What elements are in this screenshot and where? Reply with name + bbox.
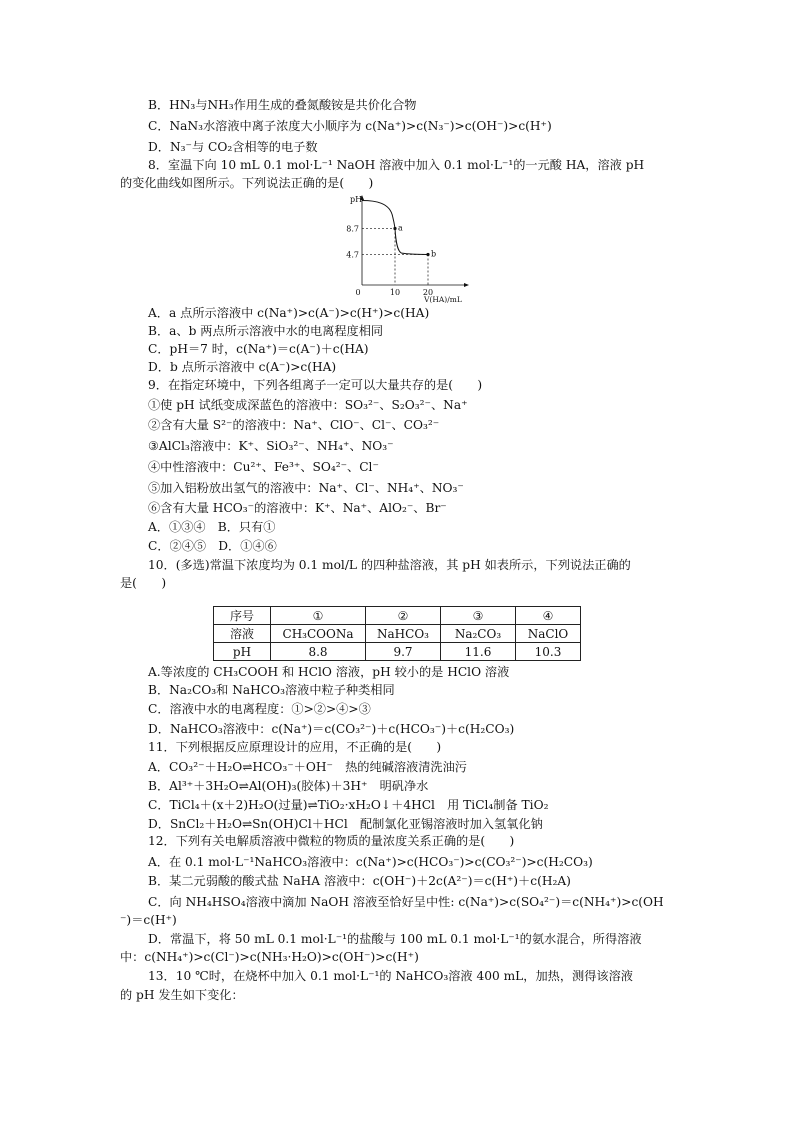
q9-item-1: ①使 pH 试纸变成深蓝色的溶液中：SO₃²⁻、S₂O₃²⁻、Na⁺ <box>148 398 468 412</box>
q8-option-b: B．a、b 两点所示溶液中水的电离程度相同 <box>148 324 384 338</box>
table-row <box>214 643 581 661</box>
table-cell: NaHCO₃ <box>366 625 441 643</box>
q11-option-d: D．SnCl₂＋H₂O⇌Sn(OH)Cl＋HCl 配制氯化亚锡溶液时加入氢氧化钠 <box>148 817 543 831</box>
q12-option-c-line2: ⁻)＝c(H⁺) <box>120 913 177 927</box>
ph-titration-chart <box>340 190 480 305</box>
q8-option-d: D．b 点所示溶液中 c(A⁻)>c(HA) <box>148 360 337 374</box>
q8-option-c: C．pH＝7 时，c(Na⁺)＝c(A⁻)＋c(HA) <box>148 342 369 356</box>
q7-option-d: D．N₃⁻与 CO₂含相等的电子数 <box>148 140 318 154</box>
table-cell: CH₃COONa <box>271 625 366 643</box>
q10-option-d: D．NaHCO₃溶液中：c(Na⁺)＝c(CO₃²⁻)＋c(HCO₃⁻)＋c(H₂CO₃) <box>148 722 515 736</box>
q9-options-cd: C．②④⑤ D．①④⑥ <box>148 539 277 553</box>
q10-option-a: A.等浓度的 CH₃COOH 和 HClO 溶液，pH 较小的是 HClO 溶液 <box>148 665 510 679</box>
table-cell: 10.3 <box>516 643 581 661</box>
table-cell: 8.8 <box>271 643 366 661</box>
table-cell: pH <box>214 643 271 661</box>
x-tick-20: 20 <box>422 288 434 297</box>
table-cell: NaClO <box>516 625 581 643</box>
x-tick-10: 10 <box>389 288 401 297</box>
table-cell: ② <box>366 607 441 625</box>
q12-option-a: A．在 0.1 mol·L⁻¹NaHCO₃溶液中：c(Na⁺)>c(HCO₃⁻)>c(CO₃²⁻)>c(H₂CO₃) <box>148 855 593 869</box>
q13-stem-line1: 13．10 ℃时，在烧杯中加入 0.1 mol·L⁻¹的 NaHCO₃溶液 400 mL，加热，测得该溶液 <box>148 969 633 983</box>
q10-stem-line1: 10．(多选)常温下浓度均为 0.1 mol/L 的四种盐溶液，其 pH 如表所示，下列说法正确的 <box>148 558 631 572</box>
table-cell: Na₂CO₃ <box>441 625 516 643</box>
q11-option-c: C．TiCl₄＋(x＋2)H₂O(过量)⇌TiO₂·xH₂O↓＋4HCl 用 TiCl₄制备 TiO₂ <box>148 798 549 812</box>
q11-option-b: B．Al³⁺＋3H₂O⇌Al(OH)₃(胶体)＋3H⁺ 明矾净水 <box>148 779 429 793</box>
table-cell: ④ <box>516 607 581 625</box>
point-a <box>393 227 396 230</box>
table-cell: 11.6 <box>441 643 516 661</box>
q10-option-b: B．Na₂CO₃和 NaHCO₃溶液中粒子种类相同 <box>148 683 395 697</box>
q12-option-d-line1: D．常温下，将 50 mL 0.1 mol·L⁻¹的盐酸与 100 mL 0.1 mol·L⁻¹的氨水混合，所得溶液 <box>148 932 642 946</box>
point-b <box>426 253 429 256</box>
y-tick-4-7: 4.7 <box>346 250 359 260</box>
table-row <box>214 625 581 643</box>
q10-option-c: C．溶液中水的电离程度：①>②>④>③ <box>148 702 371 716</box>
x-tick-0: 0 <box>355 288 361 297</box>
table-cell: 9.7 <box>366 643 441 661</box>
q9-options-ab: A．①③④ B．只有① <box>148 520 276 534</box>
q7-option-c: C．NaN₃水溶液中离子浓度大小顺序为 c(Na⁺)>c(N₃⁻)>c(OH⁻)>c(H⁺) <box>148 119 552 133</box>
q11-stem: 11．下列根据反应原理设计的应用，不正确的是( ) <box>148 740 442 754</box>
q7-option-b: B．HN₃与NH₃作用生成的叠氮酸铵是共价化合物 <box>148 98 417 112</box>
point-b-label: b <box>431 249 437 259</box>
table-cell: 溶液 <box>214 625 271 643</box>
y-axis-label: pH <box>350 195 363 204</box>
point-a-label: a <box>398 223 403 233</box>
q11-option-a: A．CO₃²⁻＋H₂O⇌HCO₃⁻＋OH⁻ 热的纯碱溶液清洗油污 <box>148 760 467 774</box>
q12-option-c-line1: C．向 NH₄HSO₄溶液中滴加 NaOH 溶液至恰好呈中性: c(Na⁺)>c(SO₄²⁻)＝c(NH₄⁺)>c(OH <box>148 895 664 909</box>
q9-item-4: ④中性溶液中：Cu²⁺、Fe³⁺、SO₄²⁻、Cl⁻ <box>148 460 379 474</box>
table-row <box>214 607 581 625</box>
q8-stem-line2: 的变化曲线如图所示。下列说法正确的是( ) <box>120 176 374 190</box>
table-cell: 序号 <box>214 607 271 625</box>
x-axis-arrow <box>464 283 469 287</box>
q8-stem-line1: 8．室温下向 10 mL 0.1 mol·L⁻¹ NaOH 溶液中加入 0.1 mol·L⁻¹的一元酸 HA，溶液 pH <box>148 158 645 172</box>
q10-stem-line2: 是( ) <box>120 576 167 590</box>
q12-option-d-line2: 中：c(NH₄⁺)>c(Cl⁻)>c(NH₃·H₂O)>c(OH⁻)>c(H⁺) <box>120 950 419 964</box>
y-tick-8-7: 8.7 <box>346 224 359 234</box>
table-cell: ③ <box>441 607 516 625</box>
q8-option-a: A．a 点所示溶液中 c(Na⁺)>c(A⁻)>c(H⁺)>c(HA) <box>148 306 430 320</box>
q9-item-2: ②含有大量 S²⁻的溶液中：Na⁺、ClO⁻、Cl⁻、CO₃²⁻ <box>148 418 440 432</box>
salt-ph-table <box>213 606 581 661</box>
q9-item-5: ⑤加入铝粉放出氢气的溶液中：Na⁺、Cl⁻、NH₄⁺、NO₃⁻ <box>148 481 464 495</box>
q9-item-6: ⑥含有大量 HCO₃⁻的溶液中：K⁺、Na⁺、AlO₂⁻、Br⁻ <box>148 501 447 515</box>
q12-stem: 12．下列有关电解质溶液中微粒的物质的量浓度关系正确的是( ) <box>148 834 515 848</box>
table-cell: ① <box>271 607 366 625</box>
q13-stem-line2: 的 pH 发生如下变化： <box>120 988 244 1002</box>
q9-item-3: ③AlCl₃溶液中：K⁺、SiO₃²⁻、NH₄⁺、NO₃⁻ <box>148 439 394 453</box>
x-axis-label: V(HA)/mL <box>424 295 462 304</box>
q9-stem: 9．在指定环境中，下列各组离子一定可以大量共存的是( ) <box>148 378 483 392</box>
q12-option-b: B．某二元弱酸的酸式盐 NaHA 溶液中：c(OH⁻)＋2c(A²⁻)＝c(H⁺)＋c(H₂A) <box>148 874 571 888</box>
